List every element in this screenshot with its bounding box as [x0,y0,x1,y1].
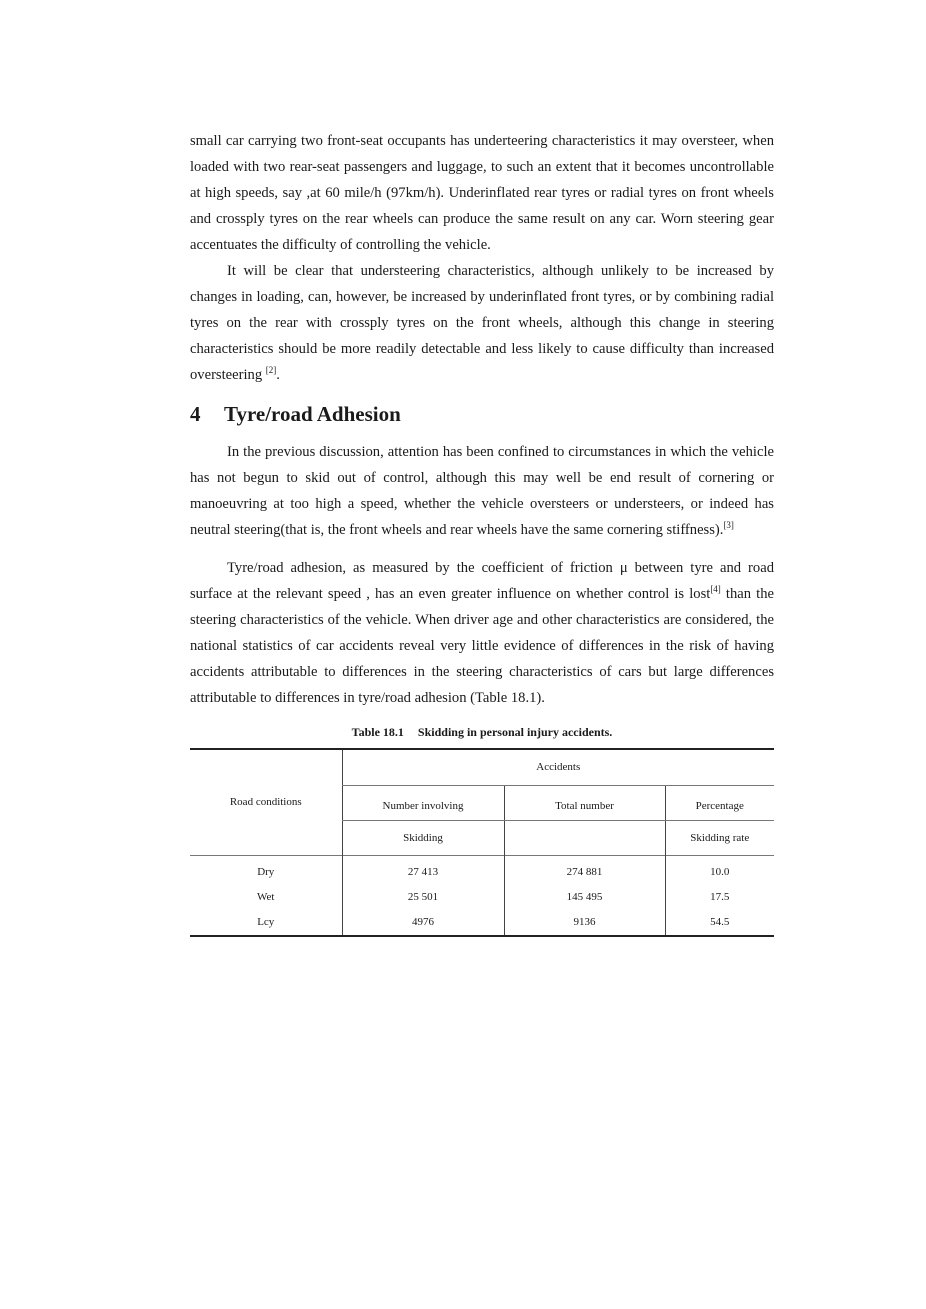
cell-total: 145 495 [504,885,665,910]
cell-skidding: 27 413 [342,855,504,885]
cell-condition: Wet [257,891,275,903]
section-title: Tyre/road Adhesion [224,402,401,426]
cell-rate: 17.5 [665,885,774,910]
table-caption [190,725,774,740]
table-row [190,910,774,936]
cell-condition: Dry [190,855,342,885]
paragraph-3-text: In the previous discussion, attention has been confined to circumstances in which the vehicle has not begun to skid out of control, although this may well be end result of cornering or manoeuvring at too high a speed, whether the vehicle oversteers or understeers, or indeed has neutral steering(that is, the front wheels and rear wheels have the same cornering stiffness). [190,444,774,538]
table-caption-text: Skidding in personal injury accidents. [417,725,613,739]
table-caption-label: Table 18.1 [351,725,404,739]
paragraph-4 [190,555,774,711]
citation-2: [2] [265,365,277,375]
header-skidding: Skidding [342,820,504,855]
cell-total: 9136 [504,910,665,936]
document-page [190,128,774,937]
header-skidding-rate: Skidding rate [665,820,774,855]
header-road-conditions: Road conditions [229,796,302,809]
cell-skidding: 4976 [342,910,504,936]
header-percentage: Percentage [665,785,774,820]
cell-total: 274 881 [504,855,665,885]
section-number: 4 [190,402,201,426]
table-row [190,855,774,885]
cell-rate: 10.0 [665,855,774,885]
header-accidents: Accidents [342,749,774,785]
header-total-number: Total number [504,785,665,820]
paragraph-3 [190,439,774,543]
skidding-table [190,748,774,937]
citation-4: [4] [710,584,721,594]
cell-condition: Lcy [257,916,275,928]
paragraph-2-text: It will be clear that understeering characteristics, although unlikely to be increased by changes in loading, can, however, be increased by underinflated front tyres, or by combining radial tyres on the rear with crossply tyres on the front wheels, although this change in steering characteristics should be more readily detectable and less likely to cause difficulty than increased oversteering [190,263,774,383]
header-empty [504,820,665,855]
cell-rate: 54.5 [665,910,774,936]
paragraph-2-end: . [276,367,280,383]
table-row [190,885,774,910]
paragraph-4-text-b: than the steering characteristics of the vehicle. When driver age and other characteristics are considered, the national statistics of car accidents reveal very little evidence of differences in the risk of having accidents attributable to differences in the steering characteristics of cars but large differences attributable to differences in tyre/road adhesion (Table 18.1). [190,586,774,706]
paragraph-2 [190,258,774,388]
section-heading [190,399,774,429]
cell-skidding: 25 501 [342,885,504,910]
citation-3: [3] [723,520,734,530]
paragraph-4-text-a: Tyre/road adhesion, as measured by the coefficient of friction μ between tyre and road surface at the relevant speed , has an even greater influence on whether control is lost [190,560,774,602]
header-number-involving: Number involving [342,785,504,820]
paragraph-1: small car carrying two front-seat occupants has underteering characteristics it may oversteer, when loaded with two rear-seat passengers and luggage, to such an extent that it becomes uncontrollable at high speeds, say ,at 60 mile/h (97km/h). Underinflated rear tyres or radial tyres on front wheels and crossply tyres on the rear wheels can produce the same result on any car. Worn steering gear accentuates the difficulty of controlling the vehicle. [190,133,774,253]
